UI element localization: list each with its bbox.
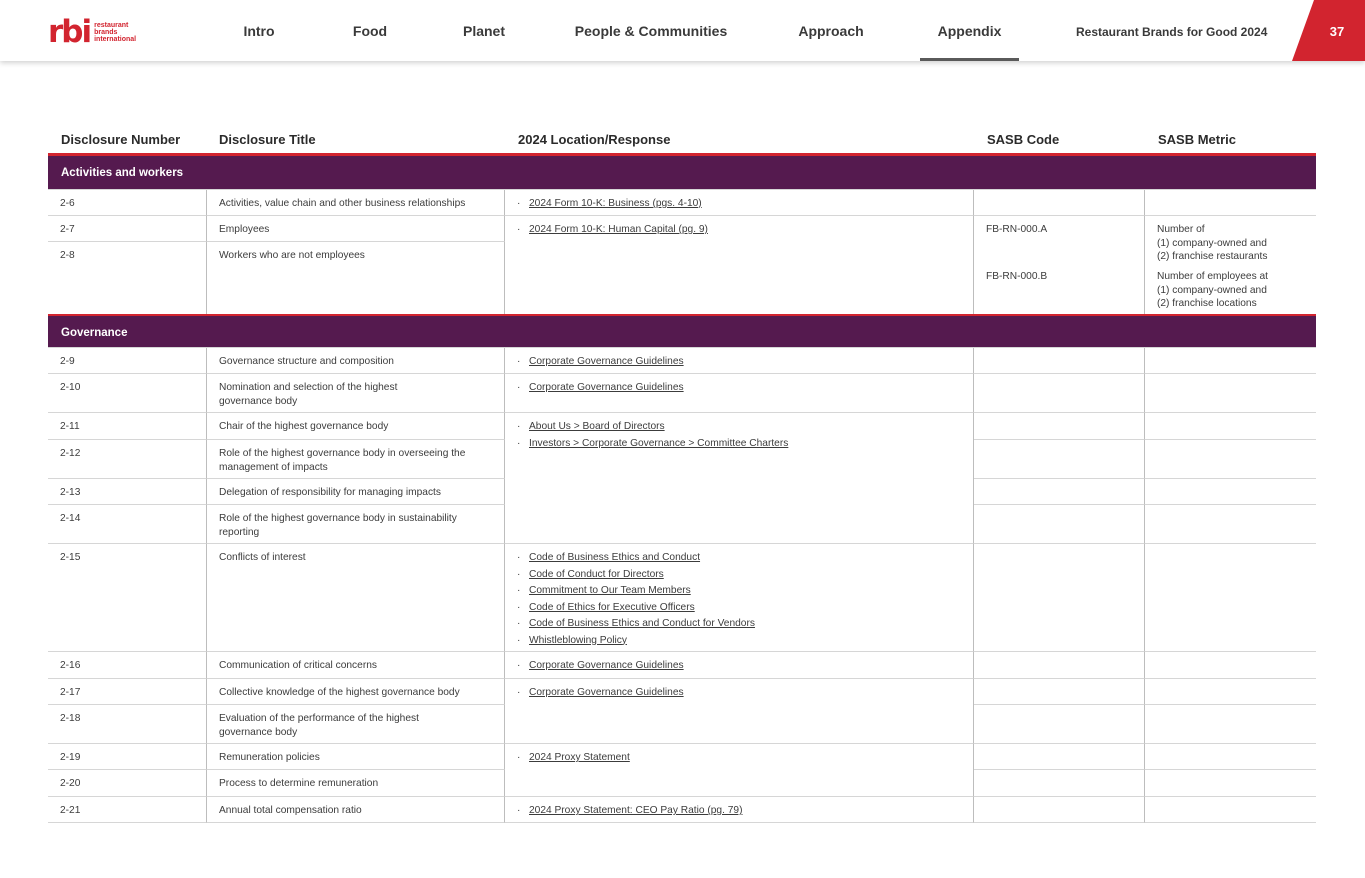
doc-link[interactable]: · Code of Ethics for Executive Officers — [517, 601, 961, 615]
cell-disclosure-number: 2-19 — [48, 744, 207, 770]
cell-disclosure-title: Process to determine remuneration — [207, 770, 505, 797]
doc-link[interactable]: · Investors > Corporate Governance > Committee Charters — [517, 437, 961, 451]
metric-line: Number of — [1157, 224, 1205, 235]
nav-planet[interactable]: Planet — [462, 23, 505, 39]
nav-intro[interactable]: Intro — [243, 23, 275, 39]
cell-disclosure-title: Annual total compensation ratio — [207, 797, 505, 823]
cell-disclosure-number: 2-18 — [48, 705, 207, 744]
cell-sasb-code — [974, 440, 1145, 479]
cell-disclosure-number: 2-7 — [48, 216, 207, 242]
doc-link[interactable]: · 2024 Form 10-K: Human Capital (pg. 9) — [517, 223, 961, 237]
cell-sasb-code — [974, 652, 1145, 679]
rbi-logo[interactable] — [48, 14, 137, 50]
nav-people-communities[interactable]: People & Communities — [574, 23, 728, 39]
cell-sasb-code — [974, 479, 1145, 505]
cell-sasb-metric — [1145, 797, 1316, 823]
cell-sasb-metric — [1145, 374, 1316, 413]
doc-link[interactable]: · 2024 Proxy Statement — [517, 751, 961, 765]
cell-disclosure-title: Nomination and selection of the highest governance body — [207, 374, 505, 413]
cell-sasb-metric — [1145, 479, 1316, 505]
metric-line: (2) franchise locations — [1157, 298, 1257, 309]
cell-sasb-code — [974, 216, 1145, 314]
cell-disclosure-title: Collective knowledge of the highest governance body — [207, 679, 505, 705]
cell-disclosure-number: 2-13 — [48, 479, 207, 505]
metric-line: Number of employees at — [1157, 271, 1268, 282]
cell-sasb-code — [974, 348, 1145, 374]
cell-disclosure-number: 2-15 — [48, 544, 207, 652]
col-header-sasb-metric: SASB Metric — [1158, 132, 1237, 147]
col-header-location-response: 2024 Location/Response — [518, 132, 671, 147]
cell-disclosure-title: Evaluation of the performance of the highest governance body — [207, 705, 505, 744]
cell-location-response — [505, 797, 974, 823]
section-header-governance — [48, 314, 1316, 348]
gri-index-table — [48, 128, 1316, 823]
cell-disclosure-number: 2-14 — [48, 505, 207, 544]
cell-sasb-code — [974, 744, 1145, 770]
nav-approach[interactable]: Approach — [798, 23, 864, 39]
cell-location-response — [505, 679, 974, 744]
metric-line: (1) company-owned and — [1157, 237, 1267, 249]
cell-sasb-code — [974, 374, 1145, 413]
cell-disclosure-title: Communication of critical concerns — [207, 652, 505, 679]
doc-link[interactable]: · 2024 Form 10-K: Business (pgs. 4-10) — [517, 197, 961, 211]
logo-wordmark — [94, 22, 136, 43]
cell-location-response — [505, 374, 974, 413]
cell-sasb-code — [974, 679, 1145, 705]
cell-sasb-code — [974, 190, 1145, 216]
section-governance-rows — [48, 348, 1316, 823]
cell-location-response — [505, 216, 974, 314]
section-title: Governance — [61, 327, 128, 339]
cell-sasb-metric — [1145, 770, 1316, 797]
doc-link[interactable]: · Corporate Governance Guidelines — [517, 381, 961, 395]
section-header-activities-workers — [48, 156, 1316, 190]
cell-sasb-metric — [1145, 190, 1316, 216]
cell-sasb-metric — [1145, 440, 1316, 479]
cell-disclosure-number: 2-16 — [48, 652, 207, 679]
cell-disclosure-title: Delegation of responsibility for managing impacts — [207, 479, 505, 505]
col-header-disclosure-title: Disclosure Title — [219, 132, 316, 147]
cell-location-response — [505, 744, 974, 797]
nav-appendix[interactable]: Appendix — [920, 0, 1019, 61]
page-number: 37 — [1329, 24, 1345, 39]
cell-sasb-code — [974, 770, 1145, 797]
cell-sasb-code — [974, 544, 1145, 652]
cell-disclosure-number: 2-9 — [48, 348, 207, 374]
cell-disclosure-number: 2-6 — [48, 190, 207, 216]
cell-disclosure-title: Governance structure and composition — [207, 348, 505, 374]
doc-link[interactable]: · Corporate Governance Guidelines — [517, 686, 961, 700]
doc-link[interactable]: · Commitment to Our Team Members — [517, 584, 961, 598]
cell-location-response — [505, 544, 974, 652]
section-title: Activities and workers — [61, 167, 184, 179]
cell-sasb-metric — [1145, 544, 1316, 652]
sasb-metric — [1157, 270, 1268, 311]
nav-food[interactable]: Food — [352, 23, 388, 39]
doc-link[interactable]: · Code of Business Ethics and Conduct — [517, 551, 961, 565]
cell-disclosure-title: Role of the highest governance body in overseeing the management of impacts — [207, 440, 505, 479]
cell-sasb-metric — [1145, 679, 1316, 705]
cell-disclosure-number: 2-10 — [48, 374, 207, 413]
cell-sasb-metric — [1145, 348, 1316, 374]
cell-location-response — [505, 190, 974, 216]
cell-disclosure-title: Employees — [207, 216, 505, 242]
cell-sasb-code — [974, 505, 1145, 544]
cell-location-response — [505, 413, 974, 544]
top-nav-bar — [0, 0, 1365, 61]
metric-line: (1) company-owned and — [1157, 284, 1267, 296]
cell-sasb-metric — [1145, 413, 1316, 440]
cell-location-response — [505, 652, 974, 679]
cell-sasb-code — [974, 705, 1145, 744]
logo-word: brands — [94, 28, 118, 36]
cell-disclosure-number: 2-20 — [48, 770, 207, 797]
section-activities-workers-rows — [48, 190, 1316, 314]
logo-mark: rbi — [48, 14, 91, 50]
col-header-sasb-code: SASB Code — [987, 132, 1060, 147]
metric-line: (2) franchise restaurants — [1157, 251, 1268, 262]
cell-sasb-metric — [1145, 216, 1316, 314]
cell-disclosure-title: Activities, value chain and other business relationships — [207, 190, 505, 216]
logo-word: restaurant — [94, 21, 129, 29]
report-title: Restaurant Brands for Good 2024 — [1076, 25, 1268, 39]
cell-disclosure-number: 2-17 — [48, 679, 207, 705]
cell-sasb-code — [974, 413, 1145, 440]
logo-word: international — [94, 35, 137, 43]
cell-disclosure-number: 2-8 — [48, 242, 207, 314]
cell-sasb-code — [974, 797, 1145, 823]
sasb-code: FB-RN-000.B — [986, 271, 1048, 282]
sasb-code: FB-RN-000.A — [986, 224, 1048, 235]
sasb-metric — [1157, 223, 1267, 264]
cell-disclosure-title: Remuneration policies — [207, 744, 505, 770]
cell-disclosure-number: 2-21 — [48, 797, 207, 823]
cell-sasb-metric — [1145, 705, 1316, 744]
doc-link[interactable]: · Code of Conduct for Directors — [517, 568, 961, 582]
doc-link[interactable]: · 2024 Proxy Statement: CEO Pay Ratio (pg. 79) — [517, 804, 961, 818]
cell-disclosure-number: 2-11 — [48, 413, 207, 440]
cell-disclosure-number: 2-12 — [48, 440, 207, 479]
cell-disclosure-title: Workers who are not employees — [207, 242, 505, 314]
cell-disclosure-title: Chair of the highest governance body — [207, 413, 505, 440]
table-header — [48, 128, 1316, 156]
cell-disclosure-title: Role of the highest governance body in sustainability reporting — [207, 505, 505, 544]
doc-link[interactable]: · About Us > Board of Directors — [517, 420, 961, 434]
cell-sasb-metric — [1145, 505, 1316, 544]
cell-sasb-metric — [1145, 652, 1316, 679]
col-header-disclosure-number: Disclosure Number — [61, 132, 181, 147]
cell-disclosure-title: Conflicts of interest — [207, 544, 505, 652]
doc-link[interactable]: · Whistleblowing Policy — [517, 634, 961, 648]
doc-link[interactable]: · Code of Business Ethics and Conduct for Vendors — [517, 617, 961, 631]
doc-link[interactable]: · Corporate Governance Guidelines — [517, 355, 961, 369]
cell-sasb-metric — [1145, 744, 1316, 770]
cell-location-response — [505, 348, 974, 374]
doc-link[interactable]: · Corporate Governance Guidelines — [517, 659, 961, 673]
